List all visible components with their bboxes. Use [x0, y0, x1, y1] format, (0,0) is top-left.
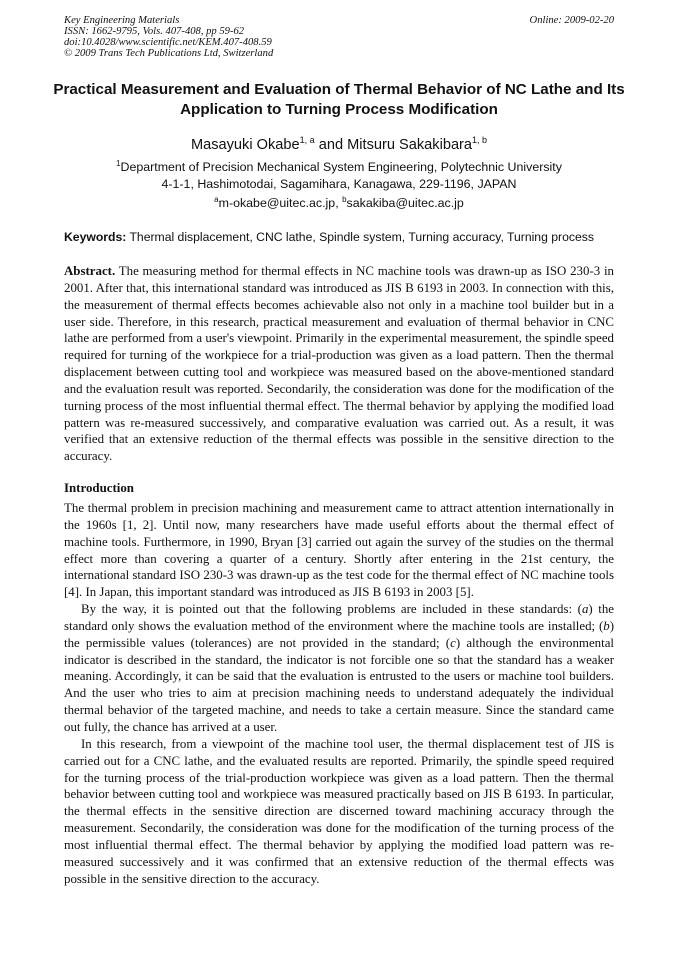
introduction-body: [64, 500, 614, 887]
journal-copyright: © 2009 Trans Tech Publications Ltd, Switzerland: [64, 48, 274, 59]
email-line: $^a$m-okabe@uitec.ac.jp, $^b$sakakiba@uitec.ac.jp: [214, 195, 464, 211]
keywords-text: Thermal displacement, CNC lathe, Spindle system, Turning accuracy, Turning process: [126, 230, 594, 244]
journal-header: [64, 15, 273, 59]
abstract-label: Abstract.: [64, 264, 116, 278]
author-affil-marker: 1, b: [472, 135, 488, 145]
author-conjunction: and: [314, 136, 348, 153]
keywords-label: Keywords:: [64, 230, 127, 244]
affiliation-line: $^1$Department of Precision Mechanical System Engineering, Polytechnic University: [116, 159, 562, 175]
affiliation: [0, 155, 678, 193]
email-link[interactable]: sakakiba@uitec.ac.jp: [346, 196, 464, 211]
affiliation-address: 4-1-1, Hashimotodai, Sagamihara, Kanagawa, 229-1196, JAPAN: [161, 177, 517, 192]
journal-doi[interactable]: doi:10.4028/www.scientific.net/KEM.407-408.59: [64, 37, 272, 48]
paragraph: In this research, from a viewpoint of the machine tool user, the thermal displacement test of JIS is carried out for a CNC lathe, and the evaluated results are reported. Primarily, the spindle speed required for the turning process of the trial-production workpiece was given as a load pattern. Then the thermal behavior between cutting tool and workpiece was measured practically based on JIS B 6193. In particular, the thermal effects in the sensitive direction are discerned toward machining accuracy through the measurement. Secondarily, the consideration was done for the modification of the turning process of the most influential thermal effect. The thermal behavior by applying the modified load pattern was re-measured successively and it was confirmed that an extensive reduction of the thermal effects was possible in the sensitive direction to the accuracy.: [64, 736, 614, 886]
email-marker: a: [214, 195, 219, 204]
email-marker: b: [342, 195, 347, 204]
journal-issn: ISSN: 1662-9795, Vols. 407-408, pp 59-62: [64, 26, 245, 37]
affiliation-marker: 1: [116, 159, 121, 168]
online-date: Online: 2009-02-20: [529, 15, 614, 26]
paragraph: The thermal problem in precision machining and measurement came to attract attention internationally in the 1960s [1, 2]. Until now, many researchers have made useful efforts about the thermal effect of machine tools. Furthermore, in 1990, Bryan [3] carried out again the survey of the studies on the thermal effect more than covering a quarter of a century. Shortly after entering in the 21st century, the international standard ISO 230-3 was drawn-up as the test code for the thermal effect of NC machine tools [4]. In Japan, this important standard was introduced as JIS B 6193 in 2003 [5].: [64, 501, 614, 600]
author-name: Mitsuru Sakakibara: [347, 136, 473, 153]
abstract: [64, 263, 614, 465]
keywords: [64, 229, 624, 245]
email-link[interactable]: m-okabe@uitec.ac.jp: [218, 196, 336, 211]
section-heading: Introduction: [64, 481, 134, 495]
author-line: [0, 131, 678, 154]
paragraph: By the way, it is pointed out that the following problems are included in these standards: (a) the standard only shows the evaluation method of the environment where the machine tools are installed; (b) the permissible values (tolerances) are not provided in the standard; (c) although the environmental indicator is described in the standard, the indicator is not forcible one so that the standard has a weaker meaning. Accordingly, it can be said that the evaluation is entrusted to the users or machine tool builders. And the user who tries to aim at precision machining needs to understand adequately the individual thermal behavior of the targeted machine, and needs to take a certain measure. Since the standard came out fully, the chance has arrived at a user.: [64, 602, 614, 734]
author-name: Masayuki Okabe: [190, 136, 300, 153]
author-affil-marker: 1, a: [299, 135, 315, 145]
abstract-paragraph: Abstract. The measuring method for thermal effects in NC machine tools was drawn-up as ISO 230-3 in 2001. After that, this international standard was introduced as JIS B 6193 in 2003. In connection with this, the measurement of thermal effects becomes achievable also not only in a machine tool builder but in a user side. Therefore, in this research, practical measurement and evaluation of thermal behavior in CNC lathe are performed from a user's viewpoint. Primarily in the experimental measurement, the spindle speed required for turning of the workpiece for a trial-production was given as a load pattern. Then the thermal displacement between cutting tool and workpiece was measured based on the above-mentioned standard and the evaluation result was reported. Secondarily, the consideration was done for the modification of the turning process of the most influential thermal effect. The thermal behavior by applying the modified load pattern was re-measured successively, and comparative evaluation was carried out. As a result, it was verified that an extensive reduction of the thermal effects was possible in the sensitive direction to the accuracy.: [64, 264, 614, 464]
journal-name: Key Engineering Materials: [64, 15, 180, 26]
paper-title: Practical Measurement and Evaluation of Thermal Behavior of NC Lathe and Its Application to Turning Process Modification: [53, 81, 625, 118]
